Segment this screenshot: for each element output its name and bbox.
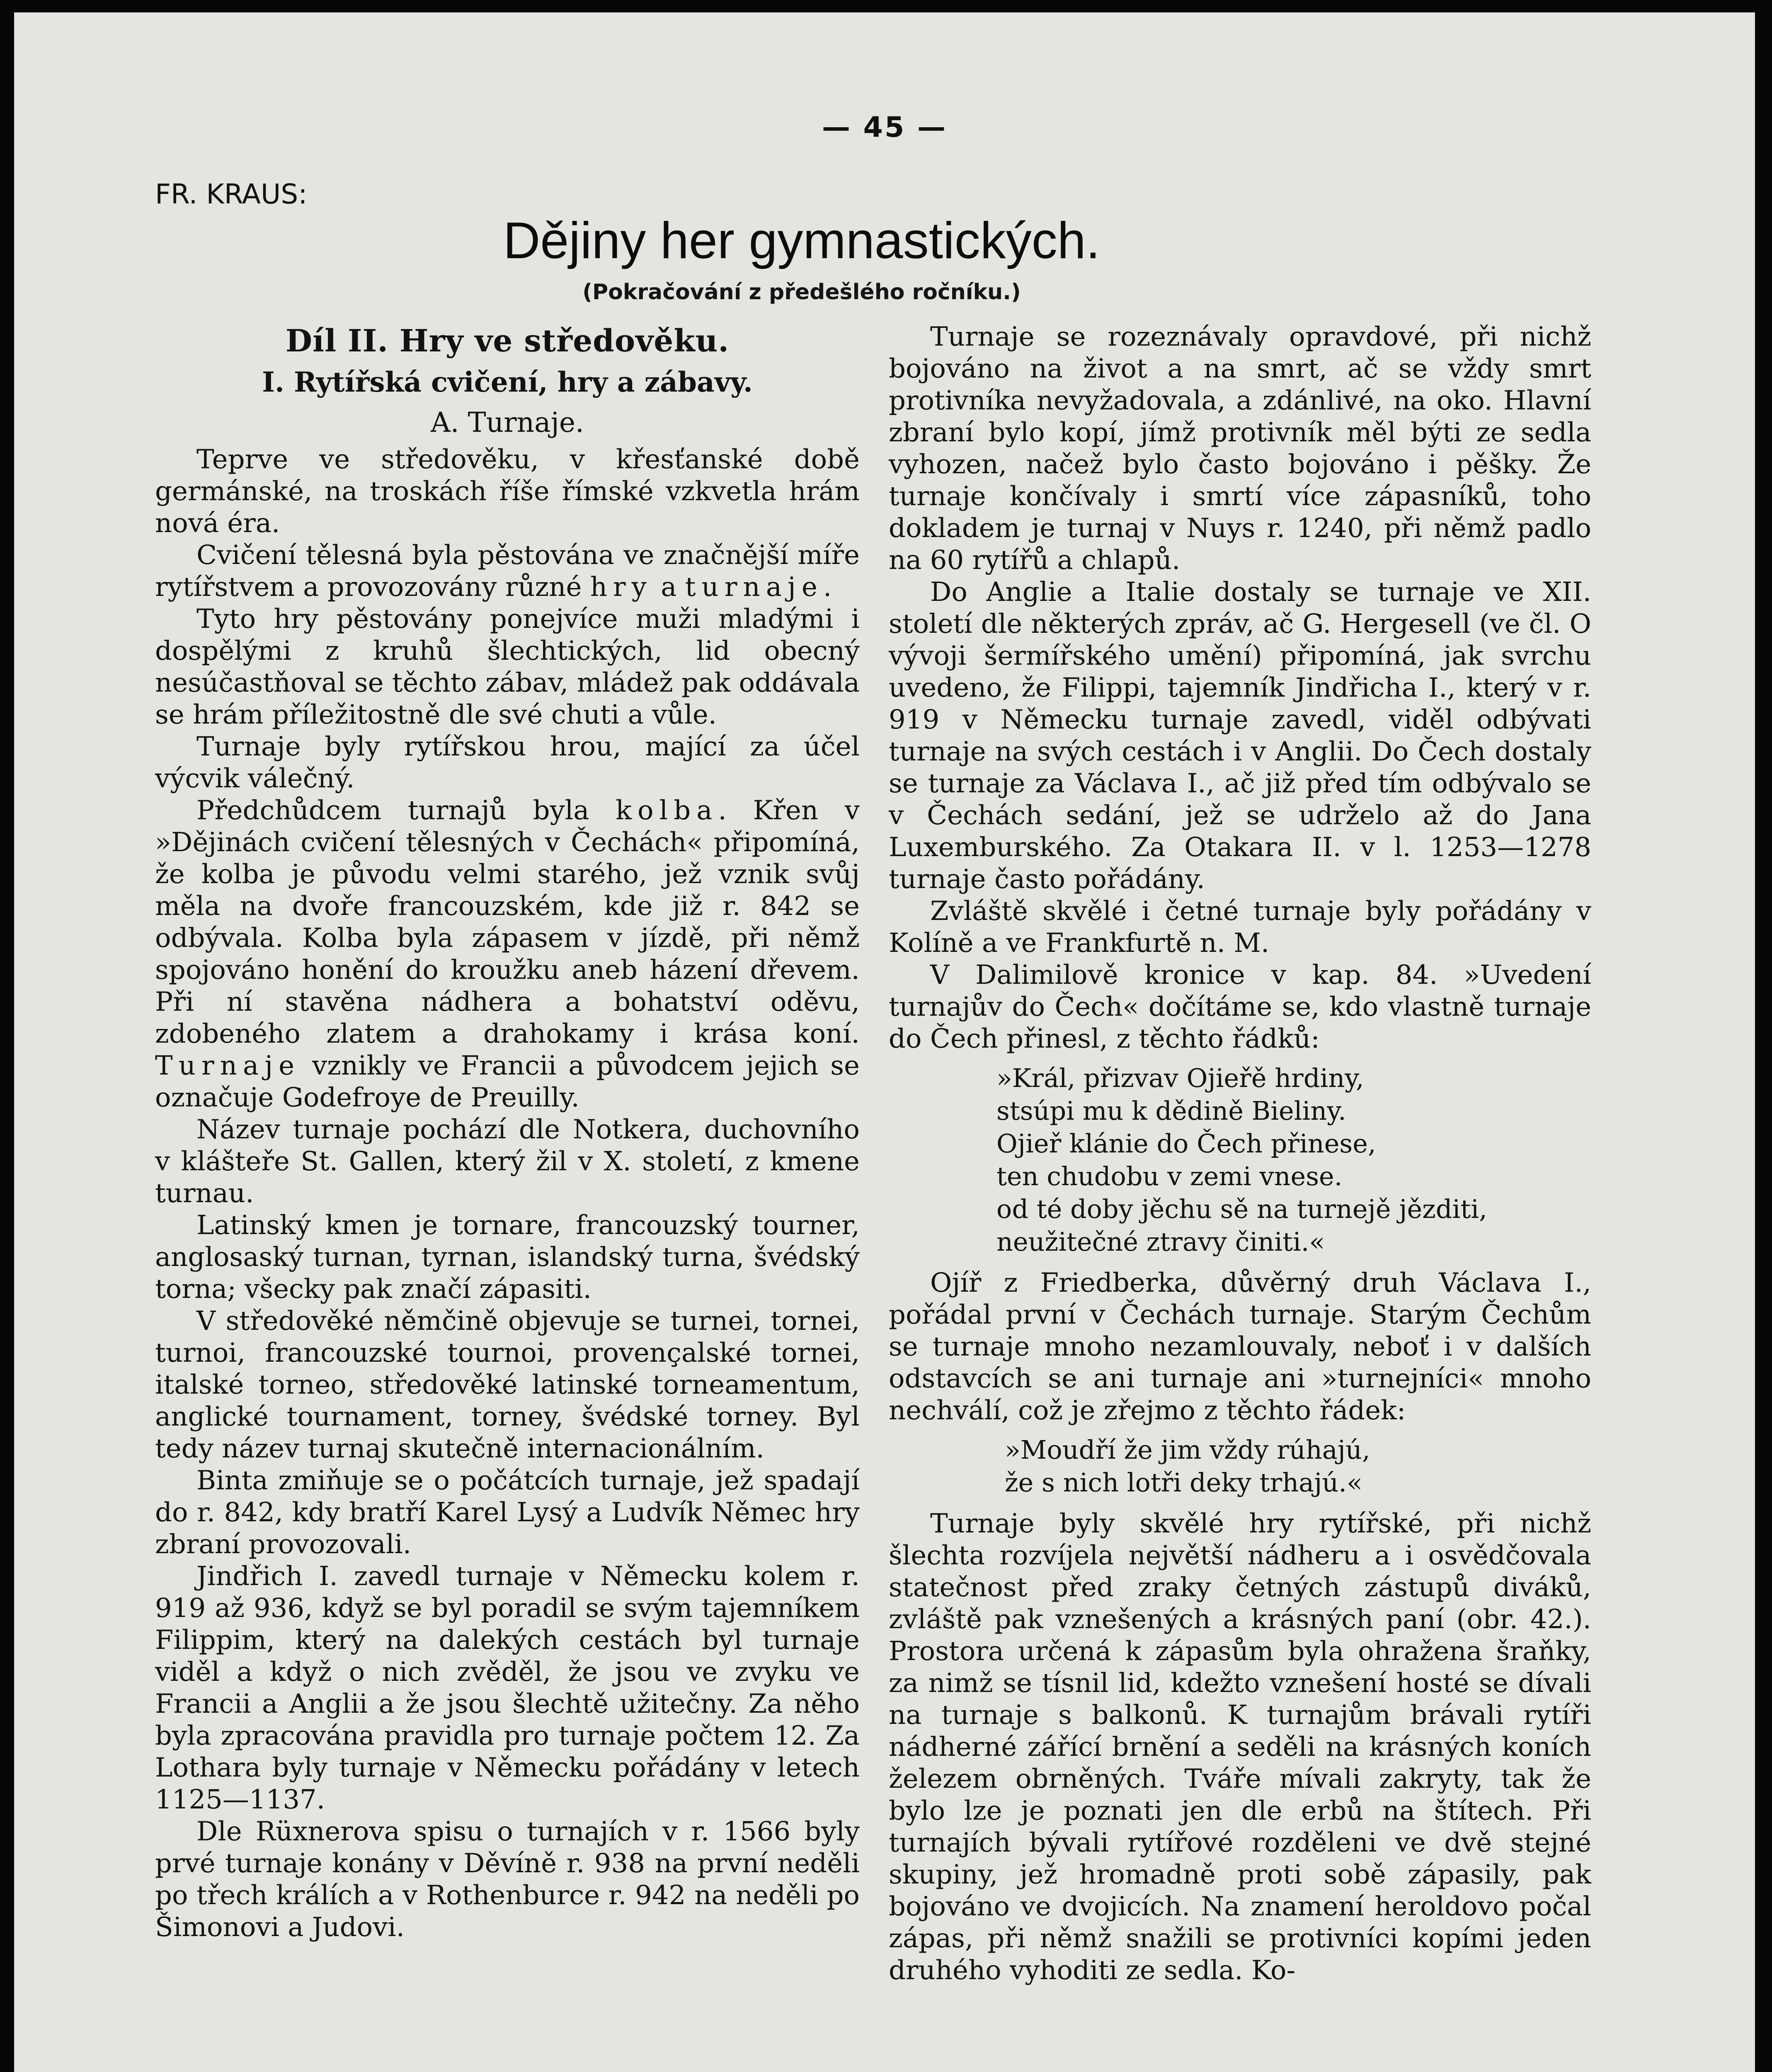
- paragraph: Turnaje se rozeznávaly opravdové, při nichž bojováno na život a na smrt, ač se vždy smrt protivníka nevyžadovala, a zdánlivé, na oko. Hlavní zbraní bylo kopí, jímž protivník měl býti ze sedla vyhozen, načež bylo často bojováno i pěšky. Že turnaje končívaly i smrtí více zápasníků, toho dokladem je turnaj v Nuys r. 1240, při němž padlo na 60 rytířů a chlapů.: [889, 322, 1591, 576]
- verse-line: že s nich lotři deky trhajú.«: [1005, 1467, 1362, 1498]
- paragraph: Turnaje byly skvělé hry rytířské, při nichž šlechta rozvíjela největší nádheru a i osvědčovala statečnost před zraky četných zástupů diváků, zvláště pak vznešených a krásných paní (obr. 42.). Prostora určená k zápasům byla ohražena šraňky, za nimž se tísnil lid, kdežto vznešení hosté se dívali na turnaje s balkonů. K turnajům brávali rytíři nádherné zářící brnění a seděli na krásných koních železem obrněných. Tváře mívali zakryty, tak že bylo lze je poznati jen dle erbů na štítech. Při turnajích bývali rytířové rozděleni ve dvě stejné skupiny, jež hromadně proti sobě zápasily, pak bojováno ve dvojicích. Na znamení heroldovo počal zápas, při němž snažili se protivníci kopími jeden druhého vyhoditi ze sedla. Ko-: [889, 1508, 1591, 1986]
- paragraph: Teprve ve středověku, v křesťanské době germánské, na troskách říše římské vzkvetla hrám nová éra.: [155, 444, 860, 539]
- right-column: [889, 321, 1591, 1987]
- spaced-term: Turnaje: [155, 1051, 301, 1081]
- paragraph: [155, 540, 860, 603]
- part-heading: Díl II. Hry ve středověku.: [285, 323, 730, 359]
- page: [14, 12, 1755, 2072]
- verse-line: »Moudří že jim vždy rúhajú,: [1005, 1435, 1370, 1465]
- verse-quote: [889, 1062, 1591, 1258]
- verse-line: stsúpi mu k dědině Bieliny.: [996, 1096, 1346, 1126]
- paragraph: Do Anglie a Italie dostaly se turnaje ve XII. století dle některých zpráv, ač G. Hergesell (ve čl. O vývoji šermířského umění) připomíná, jak svrchu uvedeno, že Filippi, tajemník Jindřicha I., který v r. 919 v Německu turnaje zavedl, viděl odbývati turnaje na svých cestách i v Anglii. Do Čech dostaly se turnaje za Václava I., ač již před tím odbývalo se v Čechách sedání, jež se udrželo až do Jana Luxemburského. Za Otakara II. v l. 1253—1278 turnaje často pořádány.: [889, 577, 1591, 895]
- paragraph: [155, 795, 860, 1114]
- author: FR. KRAUS:: [155, 178, 308, 210]
- paragraph: Ojíř z Friedberka, důvěrný druh Václava I., pořádal první v Čechách turnaje. Starým Čechům se turnaje mnoho nezamlouvaly, neboť i v dalších odstavcích se ani turnaje ani »turnejníci« mnoho nechválí, což je zřejmo z těchto řádek:: [889, 1268, 1591, 1426]
- paragraph: Jindřich I. zavedl turnaje v Německu kolem r. 919 až 936, když se byl poradil se svým tajemníkem Filippim, který na dalekých cestách byl turnaje viděl a když o nich zvěděl, že jsou ve zvyku ve Francii a Anglii a že jsou šlechtě užitečny. Za něho byla zpracována pravidla pro turnaje počtem 12. Za Lothara byly turnaje v Německu pořádány v letech 1125—1137.: [155, 1561, 860, 1815]
- text-run: .: [823, 572, 832, 603]
- verse-line: Ojieř klánie do Čech přinese,: [996, 1128, 1376, 1159]
- left-column: [155, 321, 860, 1944]
- paragraph: V středověké němčině objevuje se turnei, tornei, turnoi, francouzské tournoi, provençalské tornei, italské torneo, středověké latinské torneamentum, anglické tournament, torney, švédské torney. Byl tedy název turnaj skutečně internacionálním.: [155, 1306, 860, 1464]
- text-run: Předchůdcem turnajů byla: [196, 795, 589, 826]
- paragraph: Zvláště skvělé i četné turnaje byly pořádány v Kolíně a ve Frankfurtě n. M.: [889, 896, 1591, 959]
- article-title: Dějiny her gymnastických.: [503, 212, 1101, 269]
- text-run: . Křen v »Dějinách cvičení tělesných v Čechách« připomíná, že kolba je původu velmi starého, jež vznik svůj měla na dvoře francouzském, kde již r. 842 se odbývala. Kolba byla zápasem v jízdě, při němž spojováno honění do kroužku aneb házení dřevem. Při ní stavěna nádhera a bohatství oděvu, zdobeného zlatem a drahokamy i krása koní.: [155, 795, 860, 1049]
- article-subtitle: (Pokračování z předešlého ročníku.): [582, 280, 1021, 305]
- paragraph: Latinský kmen je tornare, francouzský tourner, anglosaský turnan, tyrnan, islandský turna, švédský torna; všecky pak značí zápasiti.: [155, 1210, 860, 1305]
- paragraph: Turnaje byly rytířskou hrou, mající za účel výcvik válečný.: [155, 731, 860, 794]
- text-run: vznikly ve Francii a původcem jejich se označuje Godefroye de Preuilly.: [155, 1051, 860, 1113]
- spaced-term: kolba: [616, 795, 718, 826]
- chapter-heading: I. Rytířská cvičení, hry a zábavy.: [262, 366, 753, 398]
- verse-line: »Král, přizvav Ojieřě hrdiny,: [996, 1063, 1364, 1093]
- paragraph: V Dalimilově kronice v kap. 84. »Uvedení turnajův do Čech« dočítáme se, kdo vlastně turnaje do Čech přinesl, z těchto řádků:: [889, 960, 1591, 1054]
- paragraph: Binta zmiňuje se o počátcích turnaje, jež spadají do r. 842, kdy bratří Karel Lysý a Ludvík Němec hry zbraní provozovali.: [155, 1465, 860, 1560]
- paragraph: Název turnaje pochází dle Notkera, duchovního v klášteře St. Gallen, který žil v X. století, z kmene turnau.: [155, 1114, 860, 1209]
- spaced-term: hry: [590, 572, 652, 603]
- section-heading: A. Turnaje.: [430, 407, 584, 438]
- page-number: — 45 —: [822, 111, 947, 144]
- paragraph: Tyto hry pěstovány ponejvíce muži mladými i dospělými z kruhů šlechtických, lid obecný nesúčastňoval se těchto zábav, mládež pak oddávala se hrám příležitostně dle své chuti a vůle.: [155, 604, 860, 730]
- verse-quote: [889, 1433, 1591, 1499]
- verse-line: ten chudobu v zemi vnese.: [996, 1161, 1343, 1191]
- paragraph: Dle Rüxnerova spisu o turnajích v r. 1566 byly prvé turnaje konány v Děvíně r. 938 na první neděli po třech králích a v Rothenburce r. 942 na neděli po Šimonovi a Judovi.: [155, 1816, 860, 1943]
- text-run: a: [661, 572, 677, 603]
- spaced-term: turnaje: [685, 572, 823, 603]
- verse-line: neužitečné ztravy činiti.«: [996, 1227, 1325, 1257]
- verse-line: od té doby jěchu sě na turnejě jězditi,: [996, 1194, 1487, 1224]
- text-run: Cvičení tělesná byla pěstována ve značnější míře rytířstvem a provozovány různé: [155, 540, 860, 603]
